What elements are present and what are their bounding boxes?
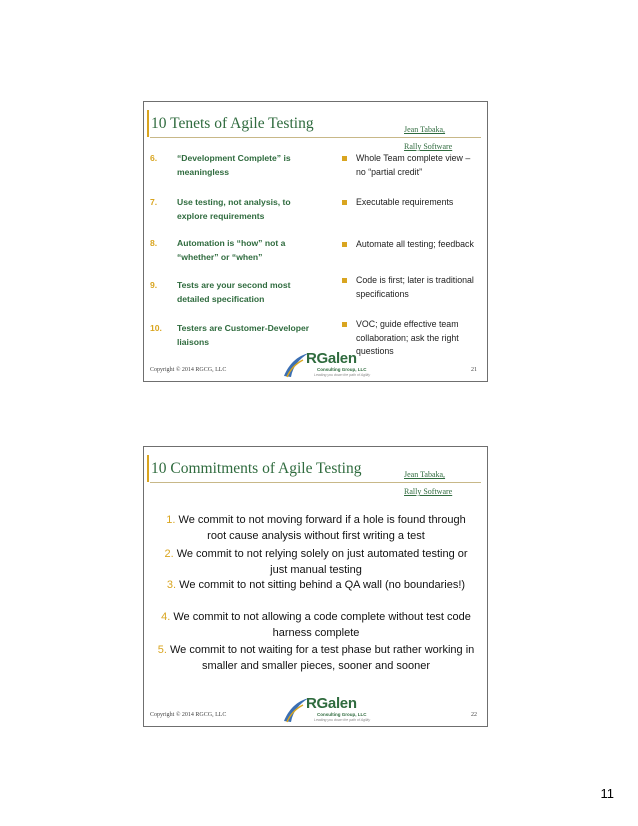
title-accent-bar	[147, 455, 149, 482]
slide-title: 10 Commitments of Agile Testing	[151, 460, 362, 477]
tenet-text: Automation is “how” not a “whether” or “when”	[177, 238, 286, 262]
tenet-item	[150, 279, 320, 306]
logo-subtitle: Consulting Group, LLC	[317, 712, 367, 717]
commitment-number: 4.	[161, 611, 171, 623]
tenet-text: “Development Complete” is meaningless	[177, 153, 291, 177]
slide-commitments	[143, 446, 488, 727]
rgalen-logo	[281, 695, 371, 725]
handout-page-number: 11	[600, 786, 614, 801]
commitment-item	[156, 512, 476, 544]
bullet-text: Executable requirements	[356, 197, 454, 207]
commitment-number: 5.	[157, 644, 167, 656]
author-credit[interactable]	[404, 466, 452, 500]
author-name[interactable]: Jean Tabaka,	[404, 470, 446, 479]
tenet-number: 8.	[150, 238, 158, 248]
tenet-number: 9.	[150, 280, 158, 290]
bullet-square-icon	[342, 200, 347, 205]
copyright: Copyright © 2014 RGCG, LLC	[150, 712, 227, 718]
logo-tagline: Leading you down the path of Agility	[314, 718, 371, 722]
bullet-square-icon	[342, 156, 347, 161]
author-credit[interactable]	[404, 121, 452, 155]
bullet-text: Automate all testing; feedback	[356, 239, 474, 249]
commitment-text: We commit to not relying solely on just automated testing or just manual testing	[176, 548, 468, 576]
commitment-item	[156, 609, 476, 641]
tenet-text: Testers are Customer-Developer liaisons	[177, 323, 310, 347]
commitment-number: 3.	[166, 579, 177, 591]
tenet-item	[150, 322, 320, 349]
bullet-item	[342, 274, 482, 301]
commitment-item	[156, 642, 476, 674]
tenet-number: 10.	[150, 323, 162, 333]
tenet-text: Tests are your second most detailed specification	[177, 280, 291, 304]
commitment-item	[156, 546, 476, 578]
bullet-square-icon	[342, 242, 347, 247]
author-company[interactable]: Rally Software	[404, 487, 453, 496]
bullet-text: Whole Team complete view – no “partial credit”	[356, 153, 471, 177]
commitment-number: 2.	[164, 548, 174, 560]
commitment-text: We commit to not waiting for a test phase but rather working in smaller and smaller pieces, sooner and sooner	[169, 644, 475, 672]
commitment-number: 1.	[166, 514, 176, 526]
author-company[interactable]: Rally Software	[404, 142, 453, 151]
bullet-text: VOC; guide effective team collaboration; ask the right questions	[356, 319, 459, 356]
tenet-number: 6.	[150, 153, 158, 163]
tenet-item	[150, 152, 320, 179]
slide-title: 10 Tenets of Agile Testing	[151, 115, 314, 132]
logo-tagline: Leading you down the path of Agility	[314, 373, 371, 377]
bullet-square-icon	[342, 278, 347, 283]
logo-brand: RGalen	[306, 350, 357, 367]
commitment-text: We commit to not sitting behind a QA wall (no boundaries!)	[179, 579, 466, 591]
commitment-item	[156, 577, 476, 593]
bullet-item	[342, 152, 482, 179]
logo-brand: RGalen	[306, 695, 357, 712]
tenet-item	[150, 196, 320, 223]
slide-number: 22	[471, 712, 477, 718]
rgalen-logo	[281, 350, 371, 380]
tenet-item	[150, 237, 320, 264]
title-accent-bar	[147, 110, 149, 137]
logo-subtitle: Consulting Group, LLC	[317, 367, 367, 372]
slide-tenets	[143, 101, 488, 382]
bullet-square-icon	[342, 322, 347, 327]
commitment-text: We commit to not moving forward if a hole is found through root cause analysis without first writing a test	[178, 514, 466, 542]
bullet-item	[342, 238, 482, 252]
tenet-number: 7.	[150, 197, 158, 207]
copyright: Copyright © 2014 RGCG, LLC	[150, 367, 227, 373]
slide-number: 21	[471, 367, 477, 373]
bullet-text: Code is first; later is traditional specifications	[356, 275, 474, 299]
tenet-text: Use testing, not analysis, to explore requirements	[177, 197, 291, 221]
bullet-item	[342, 196, 482, 210]
author-name[interactable]: Jean Tabaka,	[404, 125, 446, 134]
commitment-text: We commit to not allowing a code complete without test code harness complete	[173, 611, 471, 639]
